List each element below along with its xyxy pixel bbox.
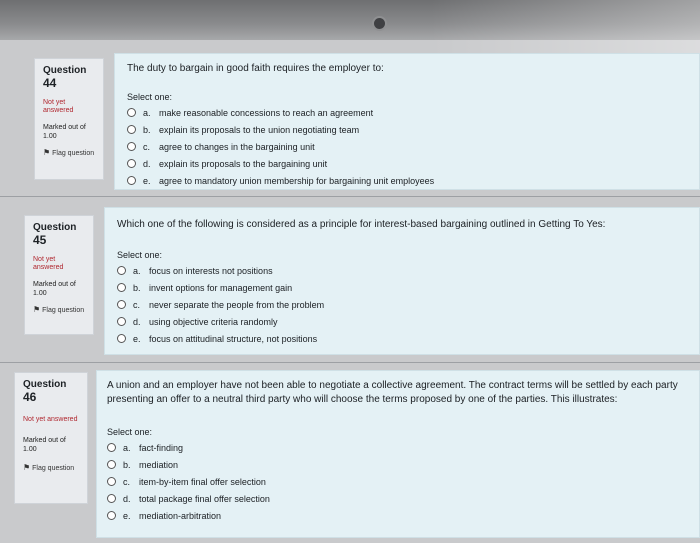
question-text: A union and an employer have not been able to negotiate a collective agreement. The contract terms will be settled by each party presenting an offer to a neutral third party who will choose the terms proposed by one of the parties. This illustrates: [107, 380, 678, 405]
answer-option-c[interactable] [127, 138, 687, 155]
flag-question-link[interactable] [33, 306, 85, 315]
option-text: focus on interests not positions [149, 265, 273, 276]
option-letter: c. [143, 141, 151, 152]
option-text: fact-finding [139, 442, 184, 453]
radio-button[interactable] [107, 460, 116, 469]
answer-option-b[interactable] [127, 121, 687, 138]
option-letter: d. [143, 158, 151, 169]
flag-label: Flag question [52, 150, 95, 157]
question-divider [0, 196, 700, 197]
question-info-45 [24, 215, 94, 335]
radio-button[interactable] [117, 266, 126, 275]
question-divider [0, 362, 700, 363]
question-number: 46 [23, 390, 37, 404]
answer-option-a[interactable] [107, 439, 689, 456]
option-text: agree to changes in the bargaining unit [159, 141, 315, 152]
radio-button[interactable] [117, 283, 126, 292]
question-state: Not yet answered [43, 99, 74, 114]
option-text: focus on attitudinal structure, not positions [149, 333, 318, 344]
option-letter: d. [133, 316, 141, 327]
radio-button[interactable] [107, 443, 116, 452]
answer-option-c[interactable] [107, 473, 689, 490]
question-content-45 [104, 207, 700, 355]
option-text: mediation-arbitration [139, 510, 222, 521]
question-number: 45 [33, 233, 47, 247]
option-text: never separate the people from the problem [149, 299, 325, 310]
answer-option-e[interactable] [107, 507, 689, 524]
option-letter: d. [123, 493, 131, 504]
option-text: agree to mandatory union membership for bargaining unit employees [159, 175, 435, 186]
answer-option-a[interactable] [127, 104, 687, 121]
select-one-label: Select one: [127, 92, 173, 102]
option-letter: a. [143, 107, 151, 118]
option-text: explain its proposals to the union negotiating team [159, 124, 360, 135]
flag-question-link[interactable] [43, 149, 95, 158]
radio-button[interactable] [107, 511, 116, 520]
flag-label: Flag question [42, 307, 85, 314]
marked-value: 1.00 [43, 133, 57, 140]
marked-label: Marked out of [43, 124, 86, 131]
select-one-label: Select one: [107, 427, 153, 437]
marked-value: 1.00 [33, 290, 47, 297]
option-letter: b. [143, 124, 151, 135]
option-letter: c. [133, 299, 141, 310]
option-text: mediation [139, 459, 179, 470]
option-text: explain its proposals to the bargaining unit [159, 158, 328, 169]
radio-button[interactable] [107, 494, 116, 503]
select-one-label: Select one: [117, 250, 163, 260]
answer-option-d[interactable] [127, 155, 687, 172]
option-letter: a. [133, 265, 141, 276]
option-letter: e. [123, 510, 131, 521]
option-letter: e. [133, 333, 141, 344]
screen-glare [430, 0, 700, 60]
camera-lens-icon [374, 18, 385, 29]
radio-button[interactable] [127, 159, 136, 168]
option-text: total package final offer selection [139, 493, 270, 504]
answer-options [107, 439, 689, 524]
flag-question-link[interactable] [23, 464, 79, 473]
question-state: Not yet answered [33, 256, 64, 271]
option-letter: b. [123, 459, 131, 470]
radio-button[interactable] [127, 125, 136, 134]
flag-icon: ⚑ [43, 148, 51, 157]
marked-label: Marked out of [33, 281, 76, 288]
question-text: The duty to bargain in good faith requires the employer to: [127, 63, 384, 74]
radio-button[interactable] [117, 300, 126, 309]
question-label: Question [33, 222, 77, 233]
answer-option-e[interactable] [117, 330, 687, 347]
question-grade [23, 436, 79, 454]
flag-label: Flag question [32, 465, 75, 472]
question-info-44 [34, 58, 104, 180]
answer-options [117, 262, 687, 347]
radio-button[interactable] [117, 317, 126, 326]
flag-icon: ⚑ [23, 463, 31, 472]
marked-value: 1.00 [23, 446, 37, 453]
option-text: make reasonable concessions to reach an agreement [159, 107, 374, 118]
question-content-44 [114, 53, 700, 190]
option-letter: c. [123, 476, 131, 487]
question-content-46 [96, 370, 700, 538]
radio-button[interactable] [127, 176, 136, 185]
option-letter: e. [143, 175, 151, 186]
question-title [43, 65, 95, 90]
question-text: Which one of the following is considered as a principle for interest-based bargaining outlined in Getting To Yes: [117, 219, 606, 230]
radio-button[interactable] [117, 334, 126, 343]
flag-icon: ⚑ [33, 305, 41, 314]
option-text: invent options for management gain [149, 282, 293, 293]
question-grade [33, 280, 85, 298]
option-text: using objective criteria randomly [149, 316, 278, 327]
option-letter: a. [123, 442, 131, 453]
answer-option-a[interactable] [117, 262, 687, 279]
question-state: Not yet answered [23, 416, 78, 423]
answer-option-e[interactable] [127, 172, 687, 189]
answer-option-b[interactable] [117, 279, 687, 296]
radio-button[interactable] [127, 108, 136, 117]
question-title [23, 379, 79, 404]
answer-options [127, 104, 687, 189]
option-letter: b. [133, 282, 141, 293]
radio-button[interactable] [107, 477, 116, 486]
question-label: Question [23, 379, 67, 390]
answer-option-b[interactable] [107, 456, 689, 473]
answer-option-d[interactable] [117, 313, 687, 330]
marked-label: Marked out of [23, 437, 66, 444]
radio-button[interactable] [127, 142, 136, 151]
question-label: Question [43, 65, 87, 76]
answer-option-d[interactable] [107, 490, 689, 507]
question-info-46 [14, 372, 88, 504]
question-grade [43, 123, 95, 141]
question-number: 44 [43, 76, 57, 90]
answer-option-c[interactable] [117, 296, 687, 313]
option-text: item-by-item final offer selection [139, 476, 266, 487]
question-title [33, 222, 85, 247]
